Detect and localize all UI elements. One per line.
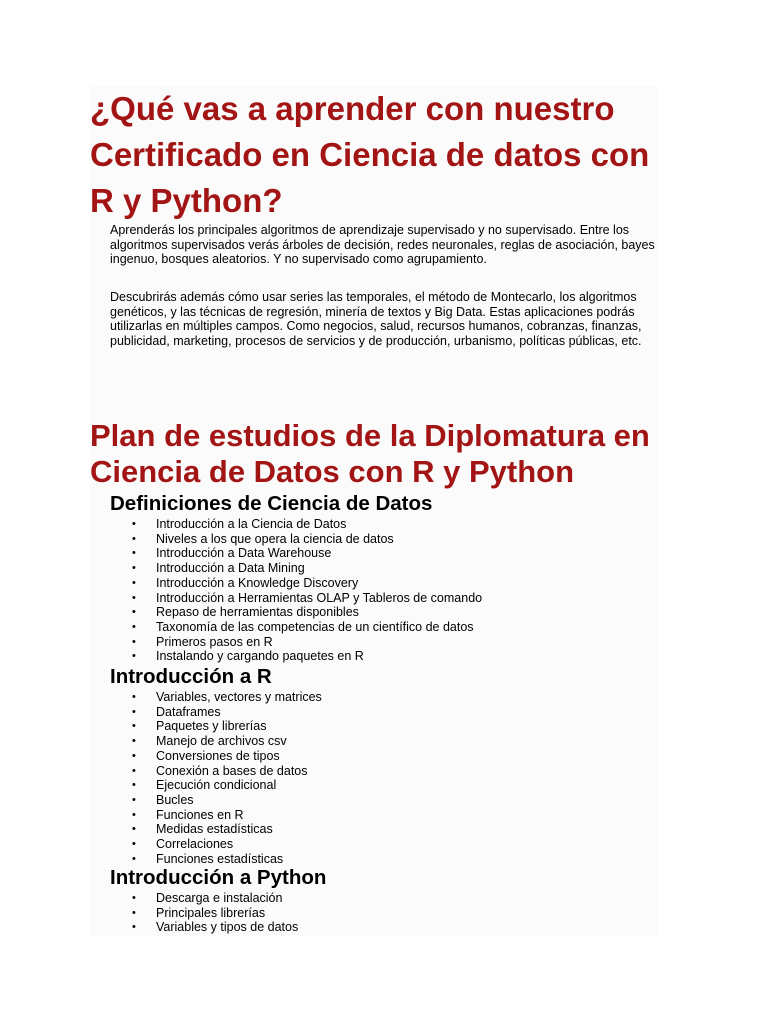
section-list-definiciones <box>126 517 646 664</box>
document-content <box>90 86 658 936</box>
list-item: • Dataframes <box>126 705 646 720</box>
plan-heading: Plan de estudios de la Diplomatura en Ciencia de Datos con R y Python <box>90 418 650 489</box>
list-item: • Manejo de archivos csv <box>126 734 646 749</box>
list-item: • Introducción a Knowledge Discovery <box>126 576 646 591</box>
list-item: • Introducción a la Ciencia de Datos <box>126 517 646 532</box>
intro-paragraph-1: Aprenderás los principales algoritmos de aprendizaje supervisado y no supervisado. Entre los algoritmos supervisados verás árboles de decisión, redes neuronales, reglas de asociación, bayes ingenuo, bosques aleatorios. Y no supervisado como agrupamiento. <box>110 223 655 267</box>
list-item: • Variables y tipos de datos <box>126 920 646 935</box>
list-item: • Instalando y cargando paquetes en R <box>126 649 646 664</box>
section-list-intro-python <box>126 891 646 935</box>
list-item: • Taxonomía de las competencias de un científico de datos <box>126 620 646 635</box>
list-item: • Primeros pasos en R <box>126 635 646 650</box>
section-title-definiciones: Definiciones de Ciencia de Datos <box>110 492 433 515</box>
list-item: • Funciones estadísticas <box>126 852 646 867</box>
intro-paragraph-2: Descubrirás además cómo usar series las temporales, el método de Montecarlo, los algoritmos genéticos, y las técnicas de regresión, minería de textos y Big Data. Estas aplicaciones podrás utilizarlas en múltiples campos. Como negocios, salud, recursos humanos, cobranzas, finanzas, publicidad, marketing, procesos de servicios y de producción, urbanismo, políticas públicas, etc. <box>110 290 642 348</box>
list-item: • Principales librerías <box>126 906 646 921</box>
section-list-intro-r <box>126 690 646 866</box>
list-item: • Medidas estadísticas <box>126 822 646 837</box>
list-item: • Repaso de herramientas disponibles <box>126 605 646 620</box>
list-item: • Introducción a Herramientas OLAP y Tableros de comando <box>126 591 646 606</box>
list-item: • Conversiones de tipos <box>126 749 646 764</box>
intro-heading: ¿Qué vas a aprender con nuestro Certificado en Ciencia de datos con R y Python? <box>90 90 650 219</box>
list-item: • Funciones en R <box>126 808 646 823</box>
list-item: • Descarga e instalación <box>126 891 646 906</box>
list-item: • Introducción a Data Warehouse <box>126 546 646 561</box>
section-title-intro-r: Introducción a R <box>110 665 272 688</box>
list-item: • Niveles a los que opera la ciencia de datos <box>126 532 646 547</box>
list-item: • Ejecución condicional <box>126 778 646 793</box>
list-item: • Variables, vectores y matrices <box>126 690 646 705</box>
list-item: • Bucles <box>126 793 646 808</box>
list-item: • Correlaciones <box>126 837 646 852</box>
section-title-intro-python: Introducción a Python <box>110 866 327 889</box>
list-item: • Paquetes y librerías <box>126 719 646 734</box>
list-item: • Conexión a bases de datos <box>126 764 646 779</box>
list-item: • Introducción a Data Mining <box>126 561 646 576</box>
